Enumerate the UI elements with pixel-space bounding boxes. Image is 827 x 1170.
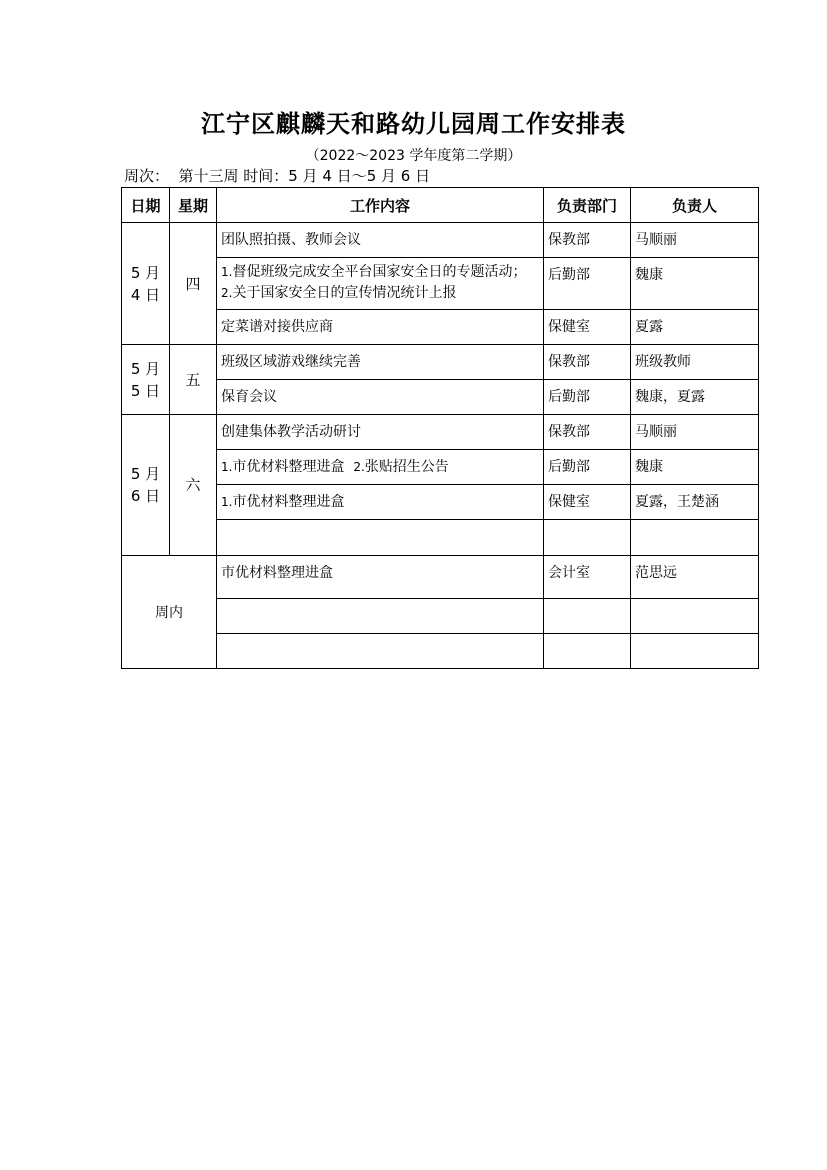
person-cell: 魏康: [631, 258, 759, 310]
content-cell: 1.市优材料整理进盒 2.张贴招生公告: [217, 450, 544, 485]
table-row: [122, 415, 759, 450]
dept-cell: [544, 520, 631, 556]
table-row: [122, 556, 759, 599]
table-row: [122, 520, 759, 556]
person-cell: 夏露，王楚涵: [631, 485, 759, 520]
dept-cell: 后勤部: [544, 450, 631, 485]
person-cell: 班级教师: [631, 345, 759, 380]
table-row: [122, 634, 759, 669]
table-row: [122, 223, 759, 258]
content-cell: 1.督促班级完成安全平台国家安全日的专题活动； 2.关于国家安全日的宣传情况统计上报: [217, 258, 544, 310]
dept-cell: 后勤部: [544, 258, 631, 310]
date-cell: 5 月 4 日: [122, 223, 170, 345]
dept-cell: 保教部: [544, 415, 631, 450]
dept-cell: 保健室: [544, 485, 631, 520]
content-cell: 1.市优材料整理进盒: [217, 485, 544, 520]
week-section-label: 周内: [122, 556, 217, 669]
content-cell: 保育会议: [217, 380, 544, 415]
week-info: 周次： 第十三周 时间：5 月 4 日～5 月 6 日: [124, 167, 431, 185]
content-cell: [217, 599, 544, 634]
person-cell: 魏康: [631, 450, 759, 485]
person-cell: 魏康，夏露: [631, 380, 759, 415]
page-title: 江宁区麒麟天和路幼儿园周工作安排表: [201, 109, 626, 138]
table-row: [122, 258, 759, 310]
person-cell: 马顺丽: [631, 223, 759, 258]
weekday-cell: 五: [170, 345, 217, 415]
header-content: 工作内容: [217, 188, 544, 223]
content-cell: [217, 520, 544, 556]
table-row: [122, 599, 759, 634]
table-row: [122, 380, 759, 415]
table-header-row: [122, 188, 759, 223]
date-cell: 5 月 6 日: [122, 415, 170, 556]
table-row: [122, 485, 759, 520]
table-row: [122, 450, 759, 485]
header-date: 日期: [122, 188, 170, 223]
content-cell: 班级区域游戏继续完善: [217, 345, 544, 380]
dept-cell: 保教部: [544, 223, 631, 258]
content-cell: 定菜谱对接供应商: [217, 310, 544, 345]
dept-cell: 保教部: [544, 345, 631, 380]
content-cell: 市优材料整理进盒: [217, 556, 544, 599]
weekday-cell: 四: [170, 223, 217, 345]
header-weekday: 星期: [170, 188, 217, 223]
page-subtitle: （2022～2023 学年度第二学期）: [305, 148, 522, 164]
person-cell: [631, 520, 759, 556]
person-cell: 马顺丽: [631, 415, 759, 450]
table-row: [122, 345, 759, 380]
content-cell: 团队照拍摄、教师会议: [217, 223, 544, 258]
person-cell: 夏露: [631, 310, 759, 345]
content-cell: [217, 634, 544, 669]
dept-cell: 后勤部: [544, 380, 631, 415]
content-cell: 创建集体教学活动研讨: [217, 415, 544, 450]
person-cell: [631, 599, 759, 634]
dept-cell: [544, 599, 631, 634]
header-dept: 负责部门: [544, 188, 631, 223]
weekday-cell: 六: [170, 415, 217, 556]
person-cell: 范思远: [631, 556, 759, 599]
dept-cell: [544, 634, 631, 669]
header-person: 负责人: [631, 188, 759, 223]
date-cell: 5 月 5 日: [122, 345, 170, 415]
table-row: [122, 310, 759, 345]
person-cell: [631, 634, 759, 669]
schedule-table: [121, 187, 759, 669]
dept-cell: 保健室: [544, 310, 631, 345]
dept-cell: 会计室: [544, 556, 631, 599]
